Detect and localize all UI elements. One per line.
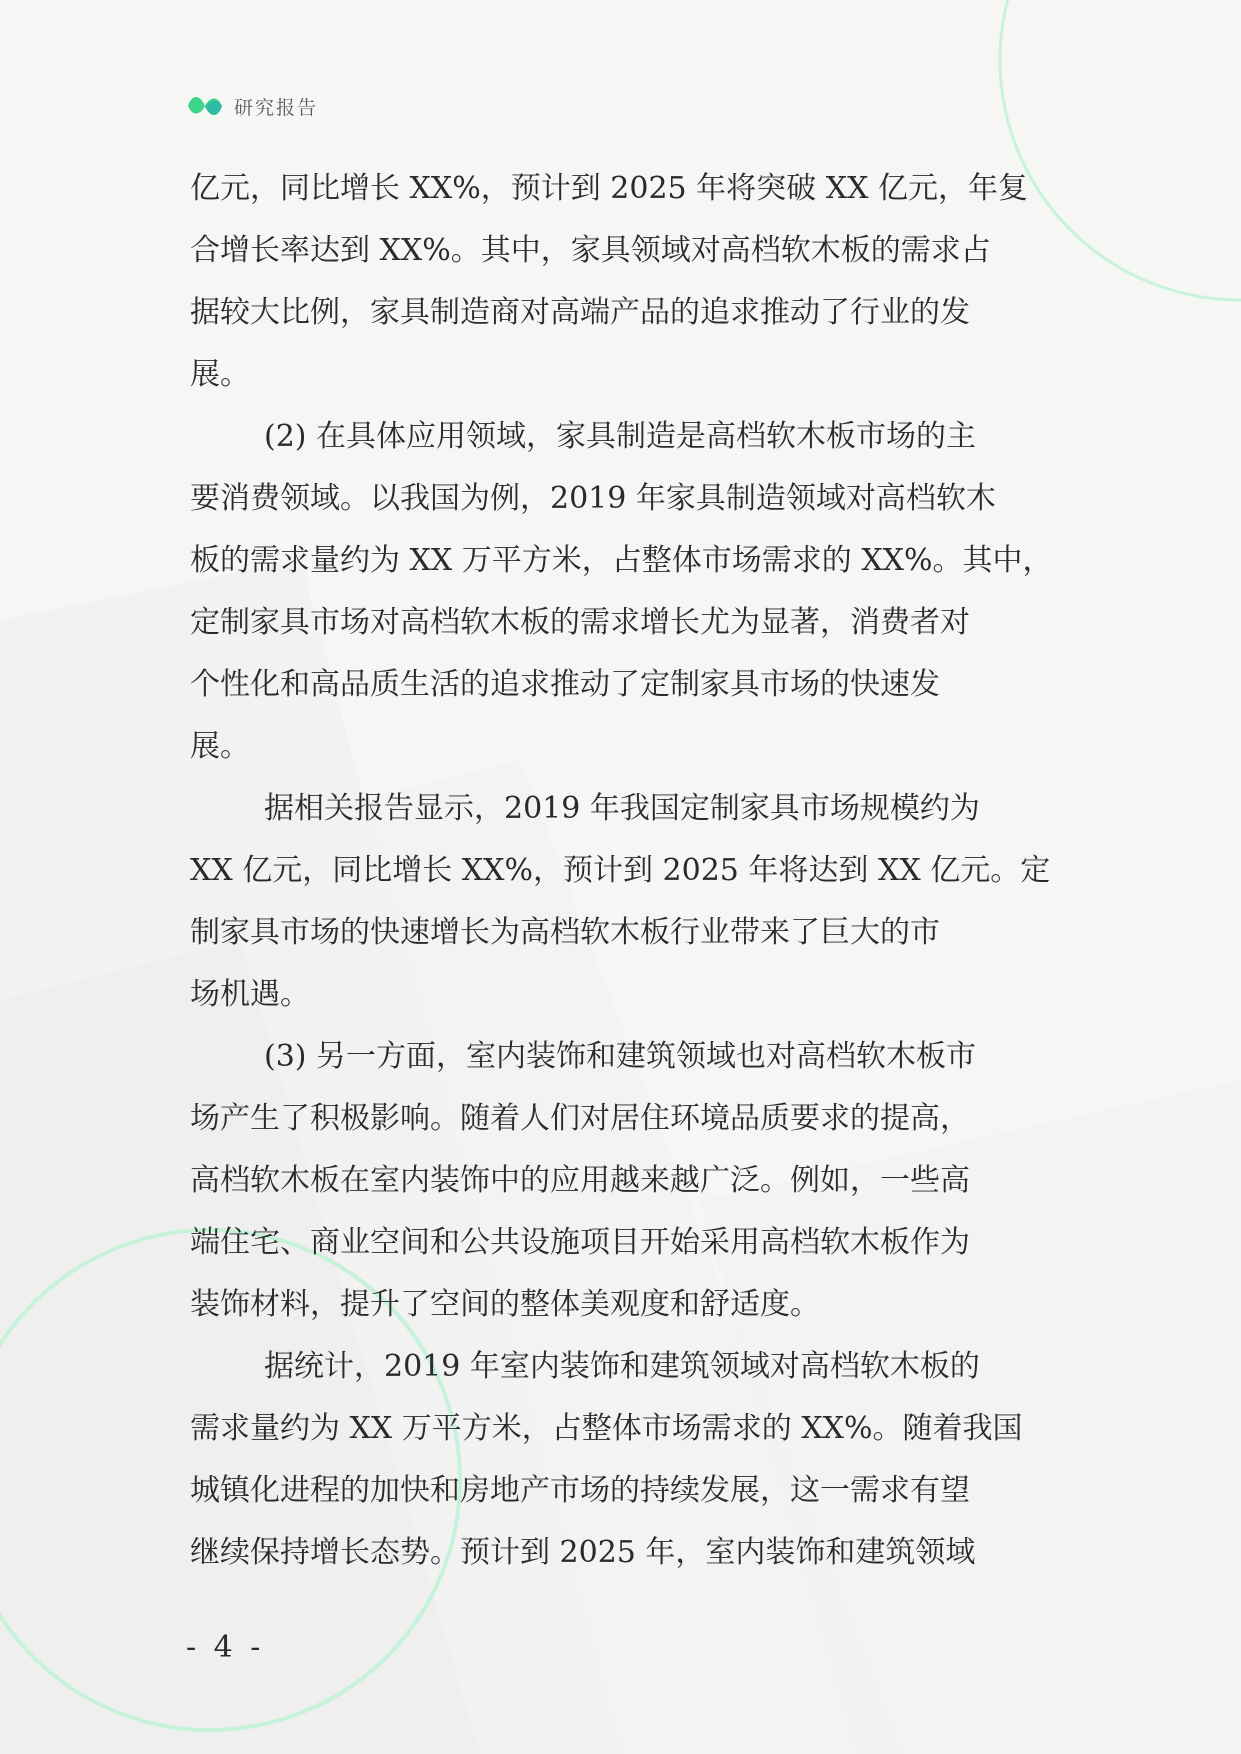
paragraph-line: XX 亿元，同比增长 XX%，预计到 2025 年将达到 XX 亿元。定 [190,853,1051,888]
header-title: 研究报告 [234,96,319,119]
body-paragraph [190,158,1070,406]
paragraph-line: 合增长率达到 XX%。其中，家具领域对高档软木板的需求占 [190,233,991,268]
paragraph-line: 场机遇。 [190,977,310,1012]
paragraph-line: 亿元，同比增长 XX%，预计到 2025 年将突破 XX 亿元，年复 [190,171,1028,206]
body-paragraph [190,778,1070,1026]
paragraph-line: 定制家具市场对高档软木板的需求增长尤为显著，消费者对 [190,605,970,640]
paragraph-line: 制家具市场的快速增长为高档软木板行业带来了巨大的市 [190,915,940,950]
paragraph-line: 城镇化进程的加快和房地产市场的持续发展，这一需求有望 [190,1473,970,1508]
paragraph-line: 装饰材料，提升了空间的整体美观度和舒适度。 [190,1287,820,1322]
paragraph-line: 据相关报告显示，2019 年我国定制家具市场规模约为 [264,791,980,826]
report-body [190,158,1070,1584]
paragraph-line: 展。 [190,357,250,392]
paragraph-line: 场产生了积极影响。随着人们对居住环境品质要求的提高， [190,1101,970,1136]
body-paragraph [190,1026,1070,1336]
paragraph-line: 高档软木板在室内装饰中的应用越来越广泛。例如，一些高 [190,1163,970,1198]
page-number: - 4 - [186,1630,265,1665]
paragraph-line: 端住宅、商业空间和公共设施项目开始采用高档软木板作为 [190,1225,970,1260]
paragraph-line: (3) 另一方面，室内装饰和建筑领域也对高档软木板市 [264,1039,977,1074]
paragraph-line: 需求量约为 XX 万平方米，占整体市场需求的 XX%。随着我国 [190,1411,1023,1446]
paragraph-line: (2) 在具体应用领域，家具制造是高档软木板市场的主 [264,419,977,454]
report-header [186,86,318,126]
body-paragraph [190,406,1070,778]
paragraph-line: 据较大比例，家具制造商对高端产品的追求推动了行业的发 [190,295,970,330]
paragraph-line: 板的需求量约为 XX 万平方米，占整体市场需求的 XX%。其中， [190,543,1053,578]
paragraph-line: 继续保持增长态势。预计到 2025 年，室内装饰和建筑领域 [190,1535,976,1570]
paragraph-line: 据统计，2019 年室内装饰和建筑领域对高档软木板的 [264,1349,980,1384]
brand-logo-icon [186,91,224,121]
body-paragraph [190,1336,1070,1584]
paragraph-line: 展。 [190,729,250,764]
paragraph-line: 个性化和高品质生活的追求推动了定制家具市场的快速发 [190,667,940,702]
paragraph-line: 要消费领域。以我国为例，2019 年家具制造领域对高档软木 [190,481,996,516]
